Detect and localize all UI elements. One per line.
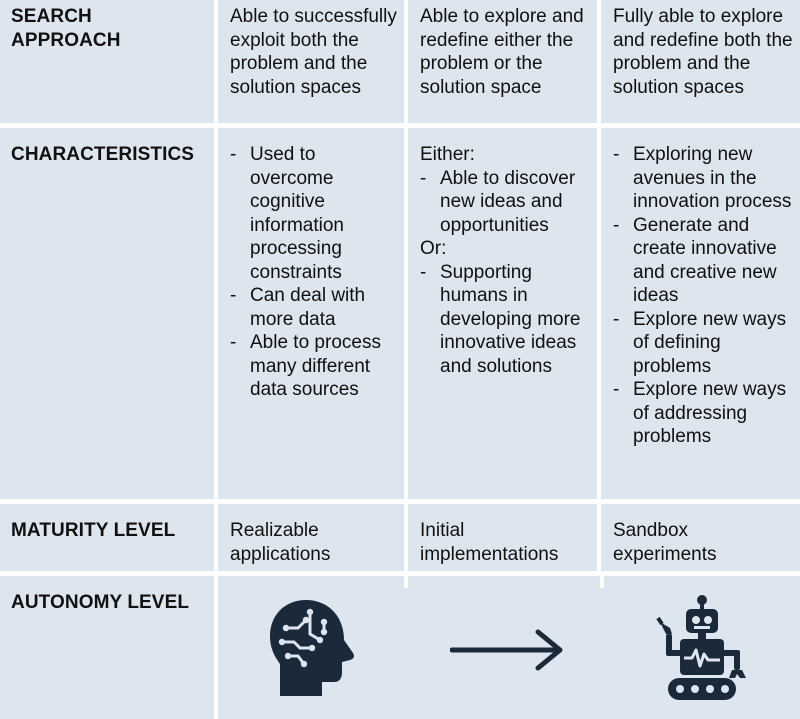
or-list [420, 261, 591, 379]
search-approach-col3-text: Fully able to explore and redefine both the problem and the solution spaces [613, 6, 793, 98]
search-approach-col2 [404, 0, 597, 128]
maturity-col2 [404, 504, 597, 576]
or-label: Or: [420, 238, 447, 259]
autonomy-label: AUTONOMY LEVEL [11, 592, 190, 613]
either-label: Either: [420, 144, 475, 165]
ai-head-icon [266, 598, 358, 703]
search-approach-label: SEARCH APPROACH [11, 6, 121, 51]
maturity-label-cell [0, 504, 214, 576]
autonomy-scale [214, 576, 800, 719]
search-approach-col2-text: Able to explore and redefine either the problem or the solution space [420, 6, 584, 98]
characteristics-label: CHARACTERISTICS [11, 144, 195, 165]
maturity-col2-text: Initial implementations [420, 520, 559, 565]
maturity-col1-text: Realizable applications [230, 520, 331, 565]
list-item: - Explore new ways of addressing problems [613, 378, 796, 449]
list-item: - Used to overcome cognitive information processing constraints [230, 143, 398, 284]
list-item: - Explore new ways of defining problems [613, 308, 796, 379]
robot-icon [656, 594, 752, 711]
autonomy-label-cell [0, 576, 214, 719]
list-item: - Able to process many different data sources [230, 331, 398, 402]
search-approach-col1-text: Able to successfully exploit both the problem and the solution spaces [230, 6, 397, 98]
maturity-col3-text: Sandbox experiments [613, 520, 717, 565]
maturity-col1 [214, 504, 404, 576]
characteristics-col2 [404, 128, 597, 504]
list-item: - Supporting humans in developing more innovative ideas and solutions [420, 261, 591, 379]
characteristics-col1 [214, 128, 404, 504]
column-divider [404, 576, 408, 588]
characteristics-col3-list [613, 143, 796, 449]
characteristics-col1-list [230, 143, 398, 402]
characteristics-col3 [597, 128, 800, 504]
characteristics-label-cell [0, 128, 214, 504]
maturity-col3 [597, 504, 800, 576]
list-item: - Can deal with more data [230, 284, 398, 331]
search-approach-col1 [214, 0, 404, 128]
maturity-label: MATURITY LEVEL [11, 520, 176, 541]
right-arrow-icon [450, 628, 568, 677]
list-item: - Able to discover new ideas and opportunities [420, 167, 591, 238]
either-list [420, 167, 591, 238]
list-item: - Generate and create innovative and creative new ideas [613, 214, 796, 308]
search-approach-col3 [597, 0, 800, 128]
list-item: - Exploring new avenues in the innovation process [613, 143, 796, 214]
search-approach-label-cell [0, 0, 214, 128]
column-divider [600, 576, 604, 588]
